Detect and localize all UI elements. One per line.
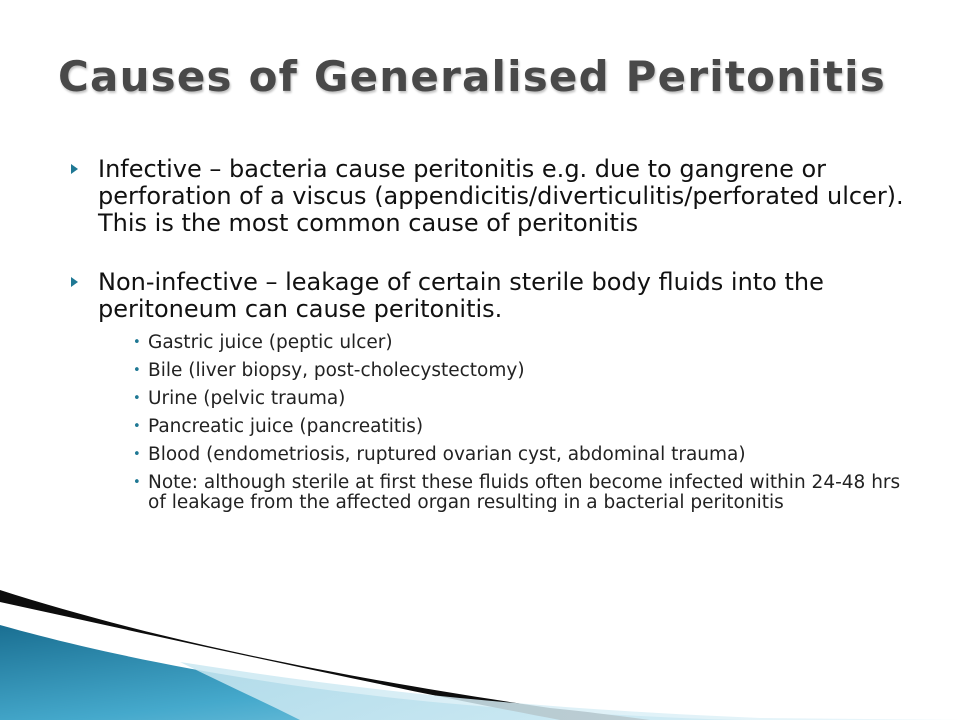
sub-bullet-list: [98, 333, 914, 513]
small-dot-icon: •: [133, 363, 141, 378]
sub-bullet-urine: [98, 389, 914, 409]
teal-wave-shape: [0, 625, 760, 720]
bullet-infective-text: Infective – bacteria cause peritonitis e.g. due to gangrene or perforation of a viscus (appendicitis/diverticulitis/perforated ulcer). This is the most common cause of peritonitis: [98, 155, 904, 237]
sub-bullet-text: Pancreatic juice (pancreatitis): [148, 416, 424, 437]
dark-swoosh-shape: [0, 590, 650, 720]
bullet-non-infective: [64, 269, 914, 513]
sub-bullet-note: [98, 473, 914, 513]
sub-bullet-blood: [98, 445, 914, 465]
slide-title: Causes of Generalised Peritonitis: [58, 52, 886, 101]
sub-bullet-text: Blood (endometriosis, ruptured ovarian cyst, abdominal trauma): [148, 444, 746, 465]
sub-bullet-text: Urine (pelvic trauma): [148, 388, 346, 409]
decorative-wave: [0, 590, 960, 720]
triangle-right-icon: [71, 164, 78, 174]
sub-bullet-text: Gastric juice (peptic ulcer): [148, 332, 393, 353]
slide-content: [64, 156, 914, 521]
small-dot-icon: •: [133, 475, 141, 490]
pale-wave-shape: [180, 662, 960, 720]
small-dot-icon: •: [133, 391, 141, 406]
bullet-non-infective-text: Non-infective – leakage of certain sterile body fluids into the peritoneum can cause peritonitis.: [98, 268, 824, 323]
sub-bullet-pancreatic-juice: [98, 417, 914, 437]
sub-bullet-text: Bile (liver biopsy, post-cholecystectomy): [148, 360, 525, 381]
small-dot-icon: •: [133, 447, 141, 462]
triangle-right-icon: [71, 277, 78, 287]
sub-bullet-text: Note: although sterile at first these fluids often become infected within 24-48 hrs of leakage from the affected organ resulting in a bacterial peritonitis: [148, 472, 901, 513]
sub-bullet-bile: [98, 361, 914, 381]
sub-bullet-gastric-juice: [98, 333, 914, 353]
small-dot-icon: •: [133, 335, 141, 350]
bullet-infective: [64, 156, 914, 237]
small-dot-icon: •: [133, 419, 141, 434]
